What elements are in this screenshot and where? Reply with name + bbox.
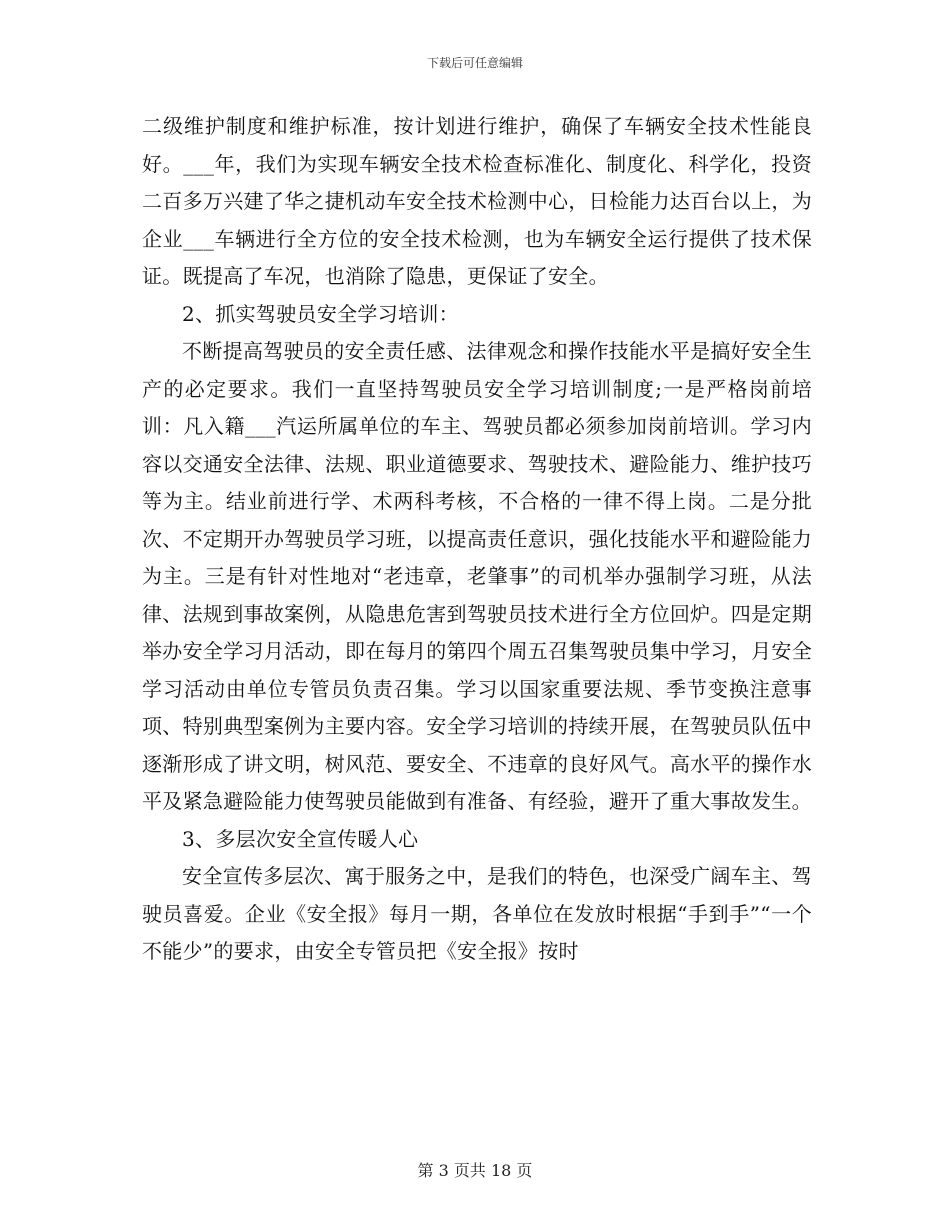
paragraph-training: 不断提高驾驶员的安全责任感、法律观念和操作技能水平是搞好安全生产的必定要求。我们一直坚持驾驶员安全学习培训制度;一是严格岗前培训：凡入籍___汽运所属单位的车主、驾驶员都必须参加岗前培训。学习内容以交通安全法律、法规、职业道德要求、驾驶技术、避险能力、维护技巧等为主。结业前进行学、术两科考核，不合格的一律不得上岗。二是分批次、不定期开办驾驶员学习班，以提高责任意识，强化技能水平和避险能力为主。三是有针对性地对“老违章，老肇事”的司机举办强制学习班，从法律、法规到事故案例，从隐患危害到驾驶员技术进行全方位回炉。四是定期举办安全学习月活动，即在每月的第四个周五召集驾驶员集中学习，月安全学习活动由单位专管员负责召集。学习以国家重要法规、季节变换注意事项、特别典型案例为主要内容。安全学习培训的持续开展，在驾驶员队伍中逐渐形成了讲文明，树风范、要安全、不违章的良好风气。高水平的操作水平及紧急避险能力使驾驶员能做到有准备、有经验，避开了重大事故发生。	[142, 339, 812, 813]
section-heading-3: 3、多层次安全宣传暖人心	[182, 826, 419, 851]
page-header: 下载后可任意编辑	[426, 56, 523, 70]
document-body	[142, 108, 812, 971]
paragraph-continuation: 二级维护制度和维护标准，按计划进行维护，确保了车辆安全技术性能良好。___年，我们为实现车辆安全技术检查标准化、制度化、科学化，投资二百多万兴建了华之捷机动车安全技术检测中心，日检能力达百台以上，为企业___车辆进行全方位的安全技术检测，也为车辆安全运行提供了技术保证。既提高了车况，也消除了隐患，更保证了安全。	[142, 114, 812, 288]
paragraph-publicity: 安全宣传多层次、寓于服务之中，是我们的特色，也深受广阔车主、驾驶员喜爱。企业《安全报》每月一期，各单位在发放时根据“手到手”“一个不能少”的要求，由安全专管员把《安全报》按时	[142, 864, 812, 963]
page-footer: 第 3 页共 18 页	[417, 1161, 533, 1180]
section-heading-2: 2、抓实驾驶员安全学习培训：	[182, 301, 459, 326]
